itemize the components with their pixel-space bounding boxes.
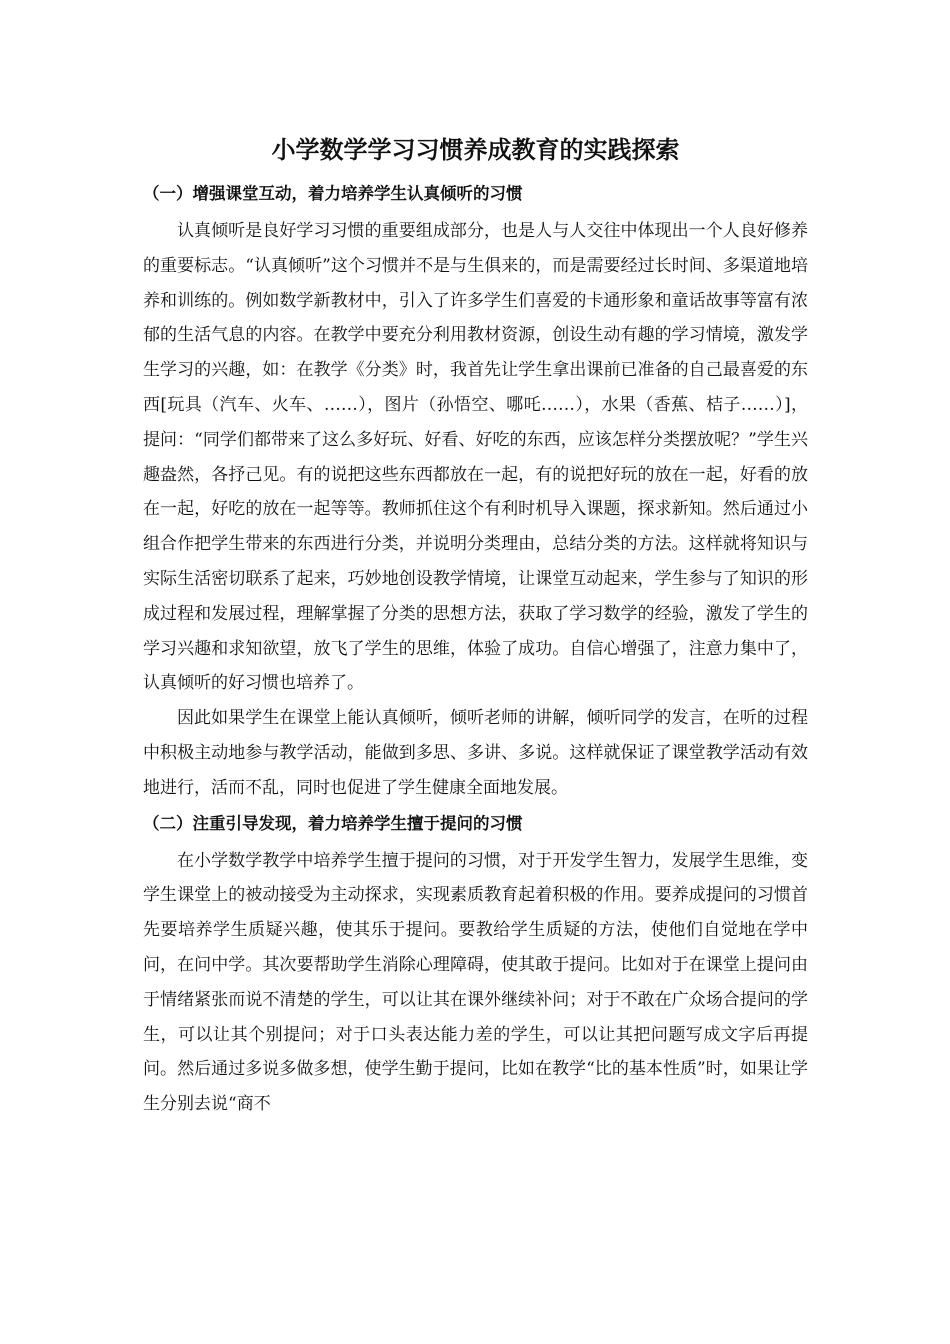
section-heading: （二）注重引导发现，着力培养学生擅于提问的习惯: [143, 813, 523, 833]
paragraph: 因此如果学生在课堂上能认真倾听，倾听老师的讲解，倾听同学的发言，在听的过程中积极主动地参与教学活动，能做到多思、多讲、多说。这样就保证了课堂教学活动有效地进行，活而不乱，同时也促进了学生健康全面地发展。: [143, 708, 808, 798]
section-1: [143, 180, 808, 806]
paragraph: 认真倾听是良好学习习惯的重要组成部分，也是人与人交往中体现出一个人良好修养的重要标志。“认真倾听”这个习惯并不是与生俱来的，而是需要经过长时间、多渠道地培养和训练的。例如数学新教材中，引入了许多学生们喜爱的卡通形象和童话故事等富有浓郁的生活气息的内容。在教学中要充分利用教材资源，创设生动有趣的学习情境，激发学生学习的兴趣，如：在教学《分类》时，我首先让学生拿出课前已准备的自己最喜爱的东西[玩具（汽车、火车、……），图片（孙悟空、哪吒……），水果（香蕉、桔子……）]，提问：“同学们都带来了这么多好玩、好看、好吃的东西，应该怎样分类摆放呢？”学生兴趣盎然，各抒己见。有的说把这些东西都放在一起，有的说把好玩的放在一起，好看的放在一起，好吃的放在一起等等。教师抓住这个有利时机导入课题，探求新知。然后通过小组合作把学生带来的东西进行分类，并说明分类理由，总结分类的方法。这样就将知识与实际生活密切联系了起来，巧妙地创设教学情境，让课堂互动起来，学生参与了知识的形成过程和发展过程，理解掌握了分类的思想方法，获取了学习数学的经验，激发了学生的学习兴趣和求知欲望，放飞了学生的思维，体验了成功。自信心增强了，注意力集中了，认真倾听的好习惯也培养了。: [143, 221, 808, 694]
paragraph: 在小学数学教学中培养学生擅于提问的习惯，对于开发学生智力，发展学生思维，变学生课堂上的被动接受为主动探求，实现素质教育起着积极的作用。要养成提问的习惯首先要培养学生质疑兴趣，使其乐于提问。要教给学生质疑的方法，使他们自觉地在学中问，在问中学。其次要帮助学生消除心理障碍，使其敢于提问。比如对于在课堂上提问由于情绪紧张而说不清楚的学生，可以让其在课外继续补问；对于不敢在广众场合提问的学生，可以让其个别提问；对于口头表达能力差的学生，可以让其把问题写成文字后再提问。然后通过多说多做多想，使学生勤于提问，比如在教学“比的基本性质”时，如果让学生分别去说“商不: [143, 850, 808, 1115]
document-page: [143, 130, 808, 1122]
document-title: 小学数学学习习惯养成教育的实践探索: [271, 136, 680, 164]
section-heading: （一）增强课堂互动，着力培养学生认真倾听的习惯: [143, 184, 523, 203]
section-2: [143, 810, 808, 1122]
